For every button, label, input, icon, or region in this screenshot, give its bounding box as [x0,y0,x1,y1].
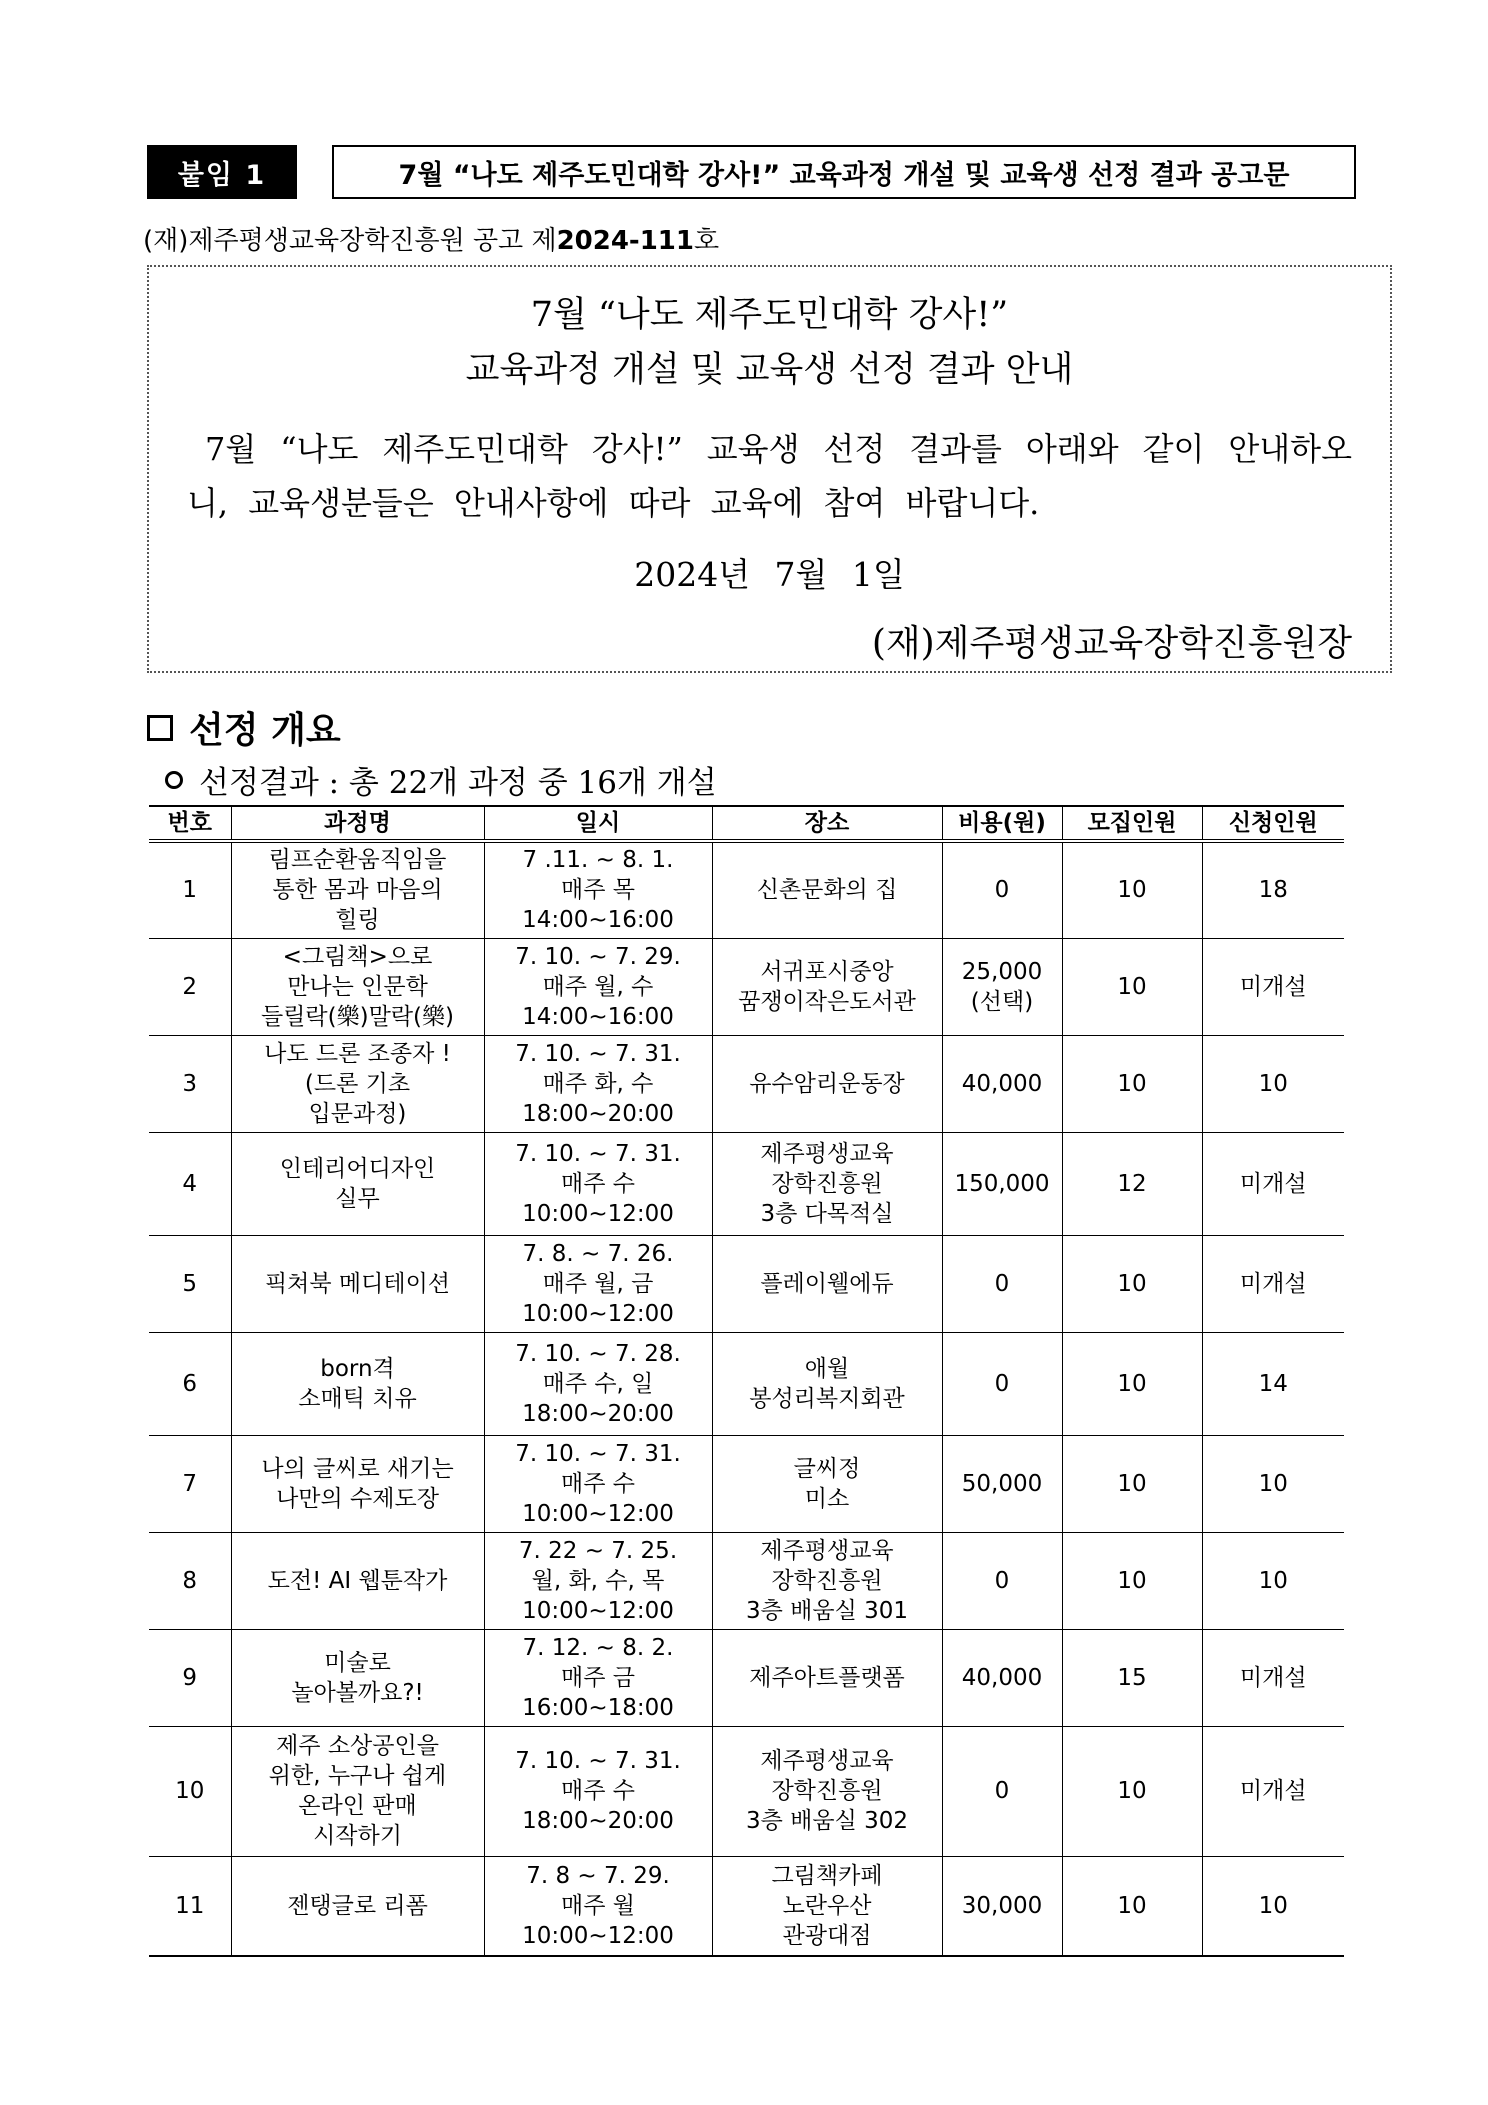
cell-no: 2 [149,938,231,1035]
notice-date: 2024년 7월 1일 [634,555,905,594]
attachment-title: 7월 “나도 제주도민대학 강사!” 교육과정 개설 및 교육생 선정 결과 공고문 [332,145,1356,199]
cell-place: 제주아트플랫폼 [712,1629,942,1726]
cell-schedule: 7. 10. ~ 7. 28. 매주 수, 일 18:00~20:00 [484,1332,712,1435]
table-row [149,1132,1344,1235]
cell-no: 6 [149,1332,231,1435]
cell-applicants: 미개설 [1202,938,1344,1035]
cell-capacity: 10 [1062,1856,1202,1956]
notice-number-suffix: 호 [694,226,720,256]
cell-applicants: 미개설 [1202,1726,1344,1856]
cell-course-name: born격 소매틱 치유 [231,1332,484,1435]
table-body [149,841,1344,1956]
attachment-badge: 붙임 1 [147,145,297,199]
cell-no: 9 [149,1629,231,1726]
cell-cost: 25,000 (선택) [942,938,1062,1035]
cell-place: 글씨정 미소 [712,1435,942,1532]
cell-schedule: 7. 10. ~ 7. 29. 매주 월, 수 14:00~16:00 [484,938,712,1035]
cell-capacity: 12 [1062,1132,1202,1235]
cell-course-name: 젠탱글로 리폼 [231,1856,484,1956]
cell-schedule: 7. 10. ~ 7. 31. 매주 화, 수 18:00~20:00 [484,1035,712,1132]
cell-applicants: 10 [1202,1532,1344,1629]
notice-box [147,265,1392,673]
cell-no: 11 [149,1856,231,1956]
courses-table [149,805,1344,1957]
table-row [149,1726,1344,1856]
table-header-row [149,806,1344,841]
cell-course-name: 픽쳐북 메디테이션 [231,1235,484,1332]
cell-schedule: 7. 8 ~ 7. 29. 매주 월 10:00~12:00 [484,1856,712,1956]
cell-no: 1 [149,841,231,938]
table-row [149,1532,1344,1629]
table-row [149,1332,1344,1435]
cell-applicants: 10 [1202,1035,1344,1132]
table-row [149,841,1344,938]
checkbox-icon [147,715,173,741]
cell-schedule: 7. 8. ~ 7. 26. 매주 월, 금 10:00~12:00 [484,1235,712,1332]
cell-schedule: 7 .11. ~ 8. 1. 매주 목 14:00~16:00 [484,841,712,938]
cell-cost: 30,000 [942,1856,1062,1956]
header-no: 번호 [149,806,231,841]
selection-result-text: 선정결과 : 총 22개 과정 중 16개 개설 [199,765,717,801]
cell-place: 제주평생교육 장학진흥원 3층 배움실 302 [712,1726,942,1856]
cell-no: 7 [149,1435,231,1532]
cell-cost: 150,000 [942,1132,1062,1235]
cell-place: 신촌문화의 집 [712,841,942,938]
cell-cost: 0 [942,841,1062,938]
cell-capacity: 10 [1062,1332,1202,1435]
cell-course-name: 림프순환움직임을 통한 몸과 마음의 힐링 [231,841,484,938]
cell-schedule: 7. 12. ~ 8. 2. 매주 금 16:00~18:00 [484,1629,712,1726]
cell-no: 3 [149,1035,231,1132]
header-place: 장소 [712,806,942,841]
section-title-text: 선정 개요 [189,710,341,751]
notice-number: 2024-111 [556,226,694,256]
cell-capacity: 15 [1062,1629,1202,1726]
cell-capacity: 10 [1062,938,1202,1035]
table-row [149,938,1344,1035]
cell-capacity: 10 [1062,1235,1202,1332]
cell-cost: 0 [942,1235,1062,1332]
cell-applicants: 10 [1202,1856,1344,1956]
cell-capacity: 10 [1062,1035,1202,1132]
cell-applicants: 미개설 [1202,1629,1344,1726]
header-applicants: 신청인원 [1202,806,1344,841]
header-course-name: 과정명 [231,806,484,841]
cell-course-name: 나도 드론 조종자 ! (드론 기초 입문과정) [231,1035,484,1132]
cell-place: 서귀포시중앙 꿈쟁이작은도서관 [712,938,942,1035]
cell-capacity: 10 [1062,841,1202,938]
cell-course-name: 미술로 놀아볼까요?! [231,1629,484,1726]
cell-place: 그림책카페 노란우산 관광대점 [712,1856,942,1956]
header-cost: 비용(원) [942,806,1062,841]
cell-cost: 50,000 [942,1435,1062,1532]
cell-capacity: 10 [1062,1435,1202,1532]
cell-schedule: 7. 10. ~ 7. 31. 매주 수 10:00~12:00 [484,1435,712,1532]
cell-schedule: 7. 10. ~ 7. 31. 매주 수 10:00~12:00 [484,1132,712,1235]
notice-number-prefix: (재)제주평생교육장학진흥원 공고 제 [143,226,557,256]
cell-place: 유수암리운동장 [712,1035,942,1132]
header-capacity: 모집인원 [1062,806,1202,841]
cell-schedule: 7. 10. ~ 7. 31. 매주 수 18:00~20:00 [484,1726,712,1856]
table-row [149,1035,1344,1132]
cell-place: 제주평생교육 장학진흥원 3층 배움실 301 [712,1532,942,1629]
cell-cost: 0 [942,1726,1062,1856]
cell-course-name: 제주 소상공인을 위한, 누구나 쉽게 온라인 판매 시작하기 [231,1726,484,1856]
cell-applicants: 14 [1202,1332,1344,1435]
cell-schedule: 7. 22 ~ 7. 25. 월, 화, 수, 목 10:00~12:00 [484,1532,712,1629]
header-schedule: 일시 [484,806,712,841]
cell-place: 애월 봉성리복지회관 [712,1332,942,1435]
selection-result [165,757,717,802]
cell-course-name: 도전! AI 웹툰작가 [231,1532,484,1629]
cell-no: 10 [149,1726,231,1856]
cell-applicants: 미개설 [1202,1235,1344,1332]
cell-cost: 40,000 [942,1629,1062,1726]
cell-cost: 40,000 [942,1035,1062,1132]
cell-applicants: 미개설 [1202,1132,1344,1235]
cell-applicants: 18 [1202,841,1344,938]
cell-no: 5 [149,1235,231,1332]
notice-number-line [143,220,719,257]
cell-capacity: 10 [1062,1532,1202,1629]
cell-cost: 0 [942,1332,1062,1435]
cell-course-name: 나의 글씨로 새기는 나만의 수제도장 [231,1435,484,1532]
notice-title-line1: 7월 “나도 제주도민대학 강사!” [530,295,1009,335]
attachment-header [147,145,1355,199]
cell-no: 4 [149,1132,231,1235]
table-row [149,1856,1344,1956]
cell-course-name: <그림책>으로 만나는 인문학 들릴락(樂)말락(樂) [231,938,484,1035]
notice-organization: (재)제주평생교육장학진흥원장 [871,623,1352,664]
table-row [149,1235,1344,1332]
cell-cost: 0 [942,1532,1062,1629]
cell-capacity: 10 [1062,1726,1202,1856]
cell-place: 플레이웰에듀 [712,1235,942,1332]
cell-no: 8 [149,1532,231,1629]
notice-body: 7월 “나도 제주도민대학 강사!” 교육생 선정 결과를 아래와 같이 안내하오니, 교육생분들은 안내사항에 따라 교육에 참여 바랍니다. [187,430,1352,522]
table-row [149,1629,1344,1726]
section-title [147,702,341,753]
cell-course-name: 인테리어디자인 실무 [231,1132,484,1235]
table-row [149,1435,1344,1532]
notice-title-line2: 교육과정 개설 및 교육생 선정 결과 안내 [465,350,1074,390]
cell-applicants: 10 [1202,1435,1344,1532]
cell-place: 제주평생교육 장학진흥원 3층 다목적실 [712,1132,942,1235]
circle-bullet-icon [165,771,183,789]
